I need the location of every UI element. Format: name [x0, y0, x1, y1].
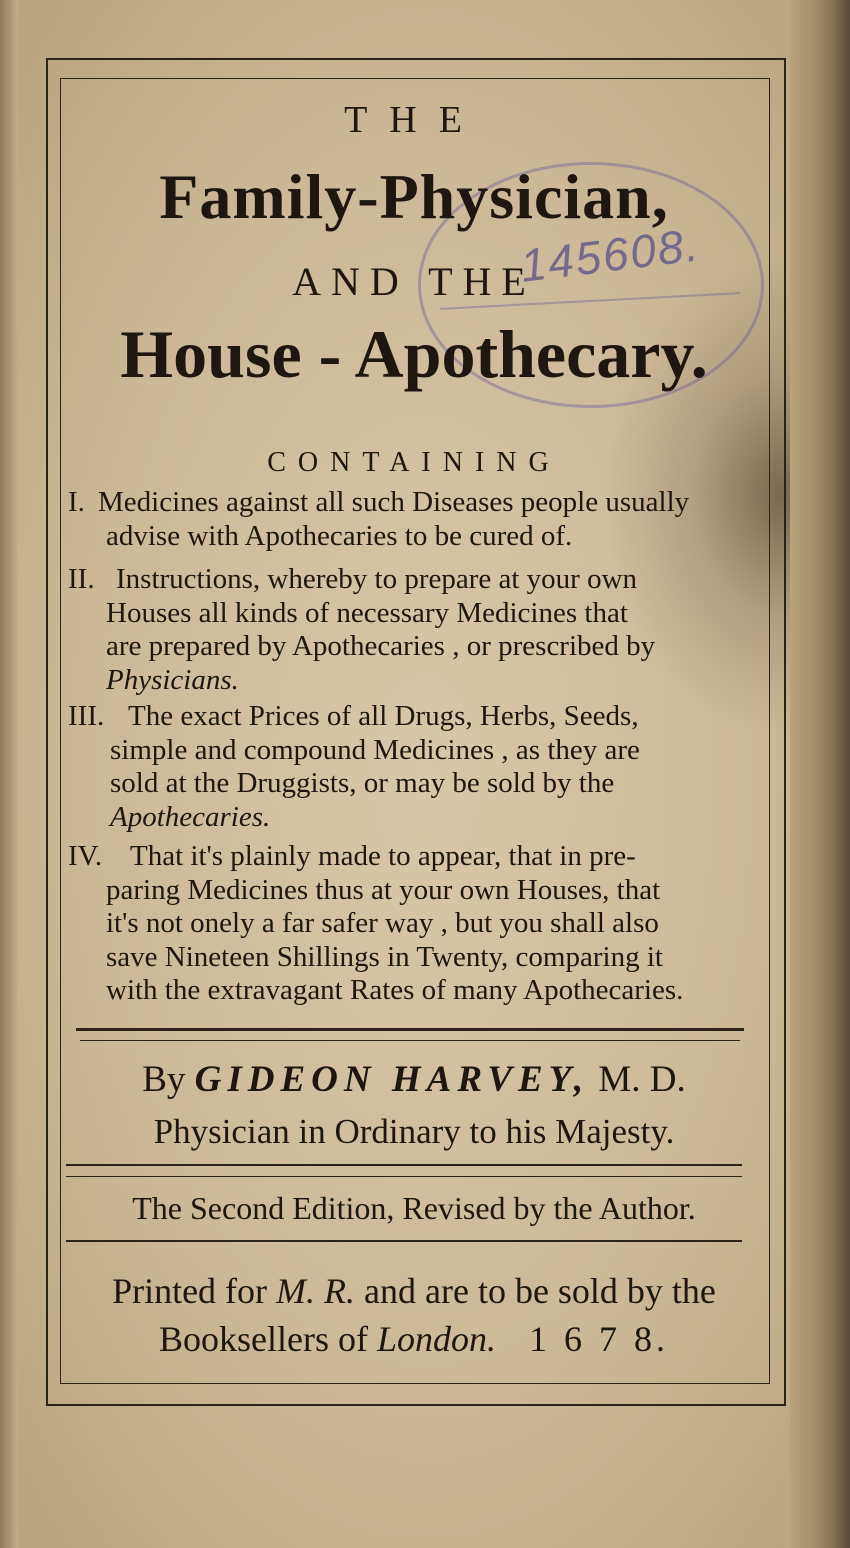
author-degree: M. D.	[598, 1059, 686, 1100]
imprint-place: London.	[376, 1319, 496, 1359]
imprint-printer: M. R.	[276, 1271, 356, 1311]
title-house: House - Apothecary.	[120, 316, 708, 392]
divider-rule	[80, 1040, 740, 1041]
author-line	[60, 1058, 768, 1101]
item-line: sold at the Druggists, or may be sold by the	[110, 767, 615, 799]
item-line: save Nineteen Shillings in Twenty, comparing it	[106, 940, 663, 973]
item-line: it's not onely a far safer way , but you shall also	[106, 907, 659, 939]
item-line: Physicians.	[106, 663, 239, 696]
title-the: THE	[344, 99, 484, 141]
item-line: The exact Prices of all Drugs, Herbs, Seeds,	[128, 700, 639, 732]
item-number: IV.	[68, 840, 103, 872]
item-line: paring Medicines thus at your own Houses, that	[106, 873, 661, 906]
contents-item-1	[68, 486, 762, 553]
item-line: simple and compound Medicines , as they are	[110, 733, 640, 766]
contents-item-4	[68, 840, 762, 1008]
item-line: with the extravagant Rates of many Apothecaries.	[106, 974, 684, 1006]
imprint-year: 1 6 7 8.	[529, 1319, 669, 1359]
author-title: Physician in Ordinary to his Majesty.	[153, 1112, 675, 1151]
edition-statement: The Second Edition, Revised by the Author.	[132, 1190, 696, 1226]
containing-heading: CONTAINING	[267, 447, 561, 478]
contents-item-3	[68, 700, 762, 834]
stamp-number: 145608.	[517, 218, 703, 292]
divider-rule	[66, 1176, 742, 1177]
item-line: That it's plainly made to appear, that in pre-	[130, 840, 636, 872]
title-main: Family-Physician,	[159, 161, 669, 232]
item-line: advise with Apothecaries to be cured of.	[106, 519, 573, 552]
divider-rule	[66, 1164, 742, 1166]
divider-rule	[66, 1240, 742, 1242]
item-line: are prepared by Apothecaries , or prescribed by	[106, 630, 656, 662]
item-line: Apothecaries.	[110, 800, 271, 833]
item-line: Medicines against all such Diseases people usually	[98, 486, 690, 518]
item-number: II.	[68, 563, 95, 595]
imprint-booksellers: Booksellers of	[159, 1319, 368, 1359]
page-left-edge	[0, 0, 18, 1548]
item-number: I.	[68, 486, 85, 518]
divider-rule	[76, 1028, 744, 1031]
imprint-sold-by: and are to be sold by the	[364, 1271, 716, 1311]
imprint-line-1	[60, 1270, 768, 1312]
author-name: GIDEON HARVEY,	[194, 1059, 590, 1100]
author-by: By	[142, 1059, 186, 1100]
item-number: III.	[68, 700, 105, 732]
title-and: AND THE	[292, 259, 536, 304]
item-line: Houses all kinds of necessary Medicines that	[106, 596, 628, 629]
imprint-printed-for: Printed for	[112, 1271, 268, 1311]
contents-item-2	[68, 563, 762, 697]
item-line: Instructions, whereby to prepare at your own	[116, 563, 638, 595]
page-right-edge	[790, 0, 850, 1548]
imprint-line-2	[60, 1318, 768, 1360]
